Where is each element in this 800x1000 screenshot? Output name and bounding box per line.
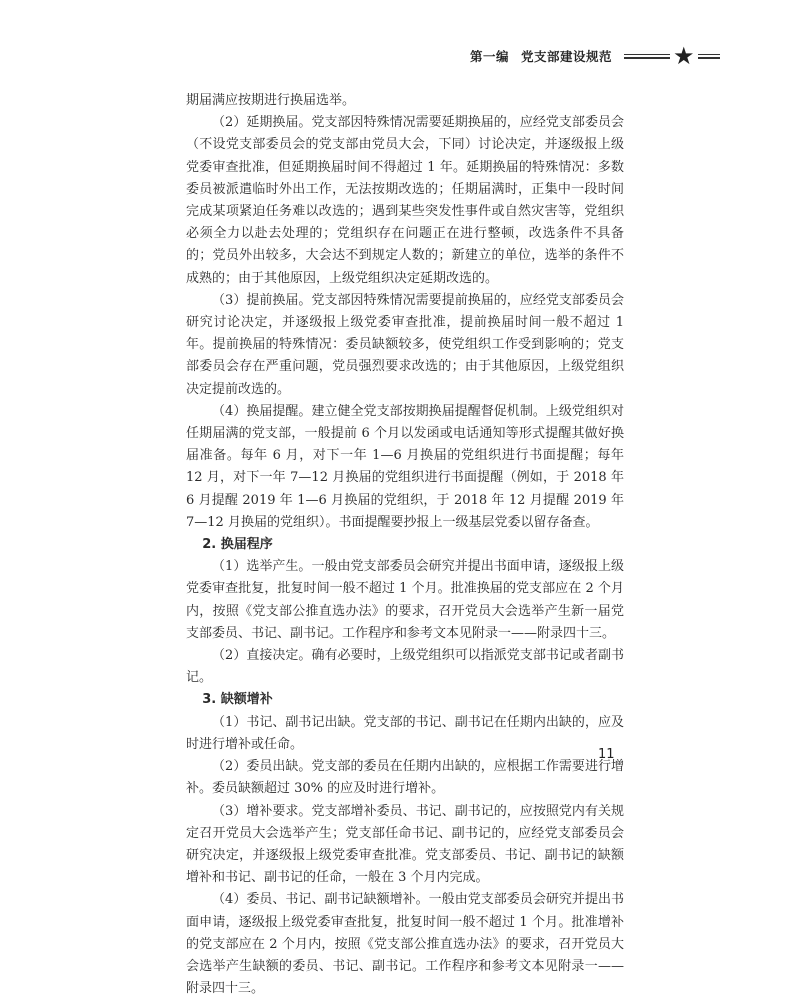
body-text: [186, 90, 624, 1000]
paragraph: （3）提前换届。党支部因特殊情况需要提前换届的，应经党支部委员会研究讨论决定，并逐级报上级党委审查批准，提前换届时间一般不超过 1 年。提前换届的特殊情况：委员缺额较多，使党组织工作受到影响的；党支部委员会存在严重问题，党员强烈要求改选的；由于其他原因，上级党组织决定提前改选的。: [186, 292, 624, 397]
header-ornament: [624, 44, 720, 68]
section-heading: 2. 换届程序: [202, 537, 273, 553]
paragraph: （2）委员出缺。党支部的委员在任期内出缺的，应根据工作需要进行增补。委员缺额超过 30% 的应及时进行增补。: [186, 759, 624, 797]
ornament-lines-left: [624, 54, 670, 59]
paragraph: （1）选举产生。一般由党支部委员会研究并提出书面申请，逐级报上级党委审查批复，批复时间一般不超过 1 个月。批准换届的党支部应在 2 个月内，按照《党支部公推直选办法》的要求，召开党员大会选举产生新一届党支部委员、书记、副书记。工作程序和参考文本见附录一——附录四十三。: [186, 559, 624, 641]
paragraph: 期届满应按期进行换届选举。: [186, 93, 356, 108]
paragraph: （2）延期换届。党支部因特殊情况需要延期换届的，应经党支部委员会（不设党支部委员会的党支部由党员大会，下同）讨论决定，并逐级报上级党委审查批准，但延期换届时间不得超过 1 年。延期换届的特殊情况：多数委员被派遣临时外出工作，无法按期改选的；任期届满时，正集中一段时间完成某项紧迫任务难以改选的；遇到某些突发性事件或自然灾害等，党组织必须全力以赴去处理的；党组织存在问题正在进行整顿，改选条件不具备的；党员外出较多，大会达不到规定人数的；新建立的单位，选举的条件不成熟的；由于其他原因，上级党组织决定延期改选的。: [186, 115, 624, 286]
paragraph: （1）书记、副书记出缺。党支部的书记、副书记在任期内出缺的，应及时进行增补或任命。: [186, 714, 624, 752]
ornament-lines-right: [698, 54, 720, 59]
header-part: 第一编: [470, 49, 510, 64]
running-header: [470, 44, 790, 68]
star-icon: ★: [673, 42, 695, 70]
paragraph: （4）委员、书记、副书记缺额增补。一般由党支部委员会研究并提出书面申请，逐级报上级党委审查批复，批复时间一般不超过 1 个月。批准增补的党支部应在 2 个月内，按照《党支部公推直选办法》的要求，召开党员大会选举产生缺额的委员、书记、副书记。工作程序和参考文本见附录一——附录四十三。: [186, 892, 624, 997]
paragraph: （3）增补要求。党支部增补委员、书记、副书记的，应按照党内有关规定召开党员大会选举产生；党支部任命书记、副书记的，应经党支部委员会研究决定，并逐级报上级党委审查批准。党支部委员、书记、副书记的缺额增补和书记、副书记的任命，一般在 3 个月内完成。: [186, 803, 624, 886]
header-section-title: 党支部建设规范: [521, 49, 613, 64]
page-number: 11: [598, 747, 615, 762]
section-heading: 3. 缺额增补: [202, 692, 273, 708]
paragraph: （4）换届提醒。建立健全党支部按期换届提醒督促机制。上级党组织对任期届满的党支部，一般提前 6 个月以发函或电话通知等形式提醒其做好换届准备。每年 6 月，对下一年 1—6 月换届的党组织进行书面提醒；每年 12 月，对下一年 7—12 月换届的党组织进行书面提醒（例如，于 2018 年 6 月提醒 2019 年 1—6 月换届的党组织，于 2018 年 12 月提醒 2019 年 7—12 月换届的党组织）。书面提醒要抄报上一级基层党委以留存备查。: [186, 403, 624, 530]
paragraph: （2）直接决定。确有必要时，上级党组织可以指派党支部书记或者副书记。: [186, 648, 624, 686]
